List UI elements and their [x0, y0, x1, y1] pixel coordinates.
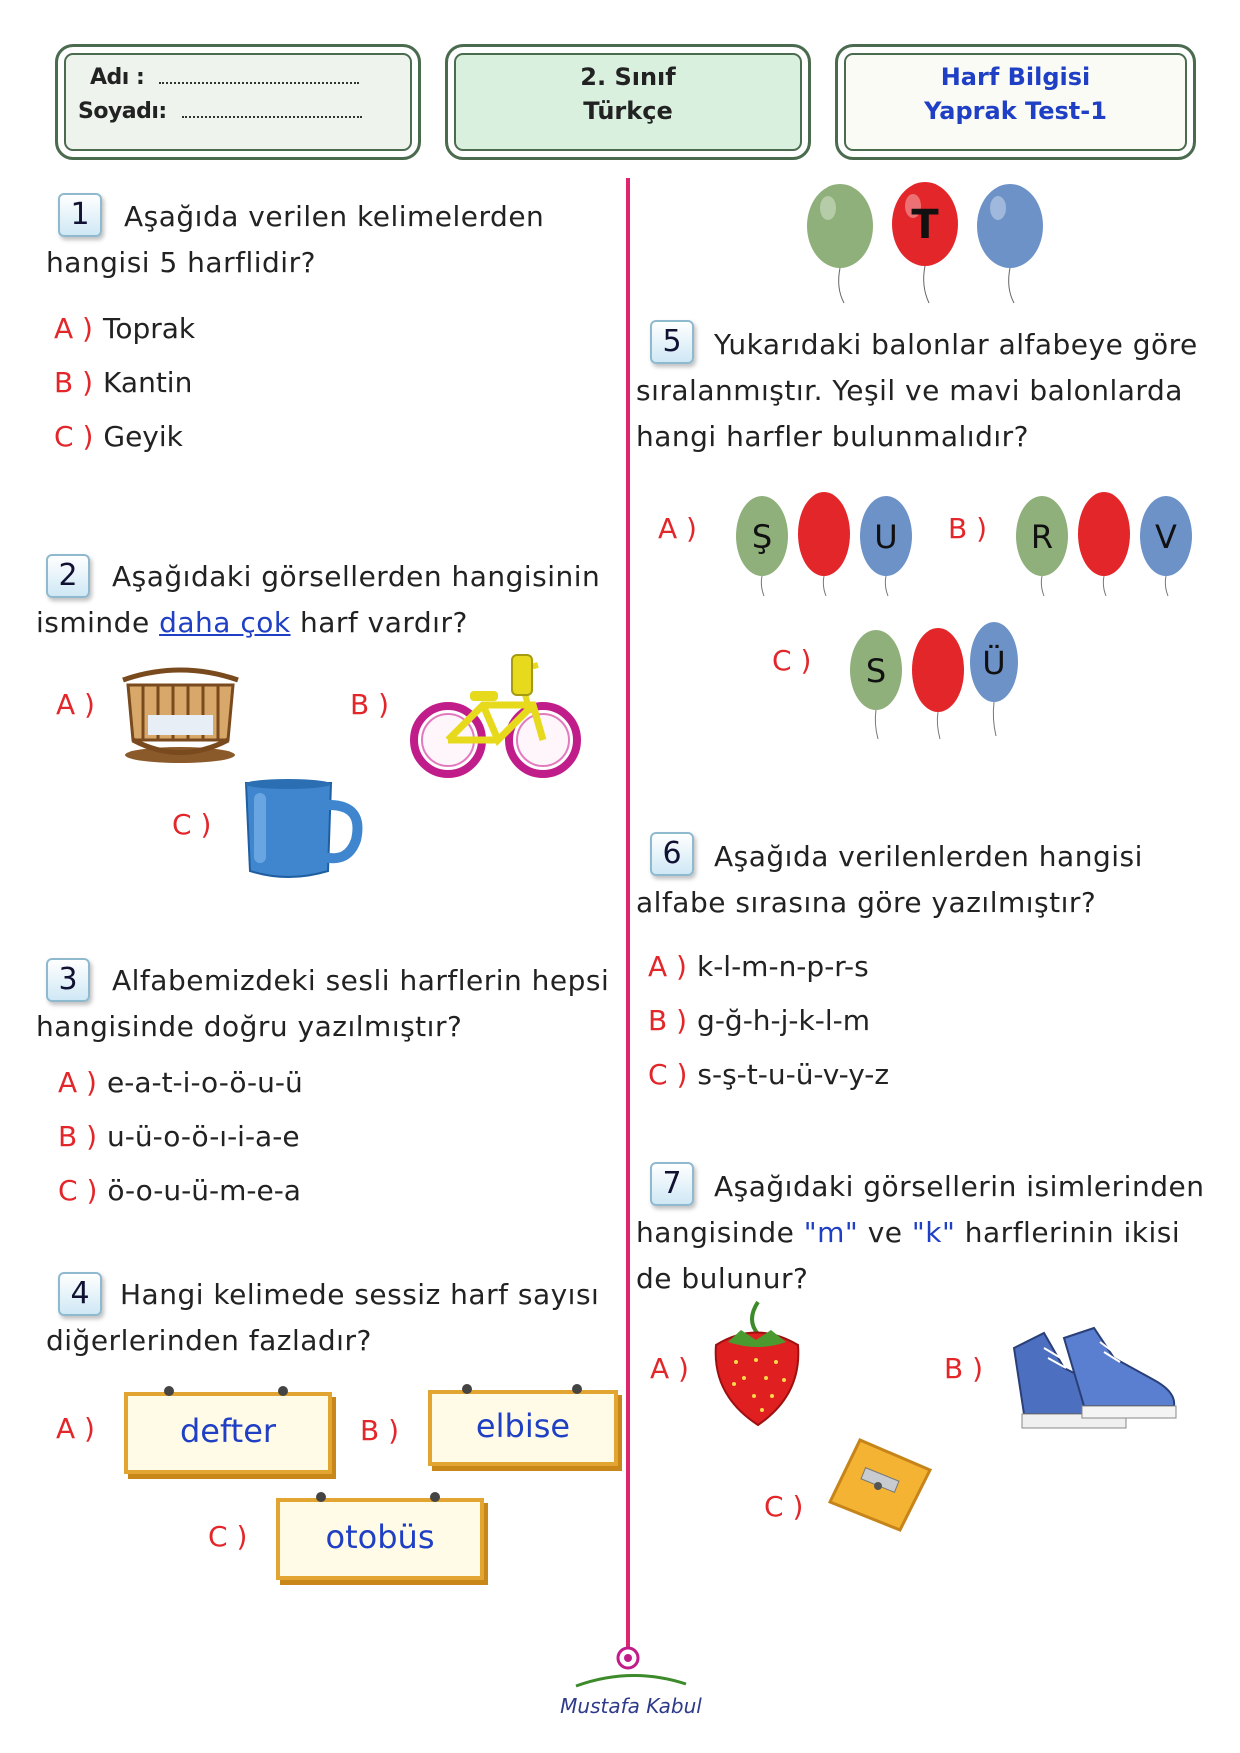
q5-option-b-label[interactable]: B ) — [948, 512, 988, 545]
student-info-box — [55, 44, 421, 160]
green-balloon — [807, 184, 873, 303]
q4-option-a-label[interactable]: A ) — [56, 1412, 95, 1445]
question-number-6: 6 — [650, 832, 694, 876]
q2-text-line2: isminde daha çok harf vardır? — [36, 606, 468, 639]
question-number-5: 5 — [650, 320, 694, 364]
q7-option-b-label[interactable]: B ) — [944, 1352, 984, 1385]
q1-text-line2: hangisi 5 harflidir? — [46, 246, 316, 279]
name-label: Adı : — [90, 65, 145, 90]
sneakers-image[interactable] — [1004, 1318, 1184, 1448]
column-divider — [626, 178, 630, 1648]
q5-text-line1: Yukarıdaki balonlar alfabeye göre — [714, 328, 1198, 361]
q4-option-c-card[interactable]: otobüs — [276, 1498, 484, 1580]
surname-row — [78, 99, 362, 124]
q6-text-line2: alfabe sırasına göre yazılmıştır? — [636, 886, 1097, 919]
q5-option-c-balloons[interactable] — [846, 614, 1036, 744]
q2-option-a-label[interactable]: A ) — [56, 688, 95, 721]
q6-option-a[interactable]: A ) k-l-m-n-p-r-s — [648, 950, 869, 983]
q1-option-b[interactable]: B ) Kantin — [54, 366, 193, 399]
cradle-image[interactable] — [118, 655, 243, 765]
svg-text:V: V — [1155, 518, 1177, 556]
question-number-1: 1 — [58, 193, 102, 237]
svg-text:U: U — [874, 518, 898, 556]
q7-letter-m: "m" — [803, 1216, 859, 1249]
test-title: Yaprak Test-1 — [924, 97, 1107, 125]
name-row — [90, 65, 359, 90]
test-info-box — [835, 44, 1196, 160]
q5-option-a-balloons[interactable] — [732, 486, 922, 596]
q4-option-c-label[interactable]: C ) — [208, 1520, 248, 1553]
q4-option-b-card[interactable]: elbise — [428, 1390, 618, 1466]
q2-emphasis: daha çok — [159, 606, 291, 639]
q1-option-a[interactable]: A ) Toprak — [54, 312, 196, 345]
subject-label: Türkçe — [583, 97, 673, 125]
red-balloon — [892, 182, 958, 303]
q2-text-line1: Aşağıdaki görsellerden hangisinin — [112, 560, 601, 593]
q3-option-b[interactable]: B ) u-ü-o-ö-ı-i-a-e — [58, 1120, 300, 1153]
sharpener-image[interactable] — [820, 1430, 940, 1540]
q3-option-c[interactable]: C ) ö-o-u-ü-m-e-a — [58, 1174, 301, 1207]
q6-option-c[interactable]: C ) s-ş-t-u-ü-v-y-z — [648, 1058, 890, 1091]
q7-text-line2: hangisinde "m" ve "k" harflerinin ikisi — [636, 1216, 1181, 1249]
q3-text-line2: hangisinde doğru yazılmıştır? — [36, 1010, 463, 1043]
mug-image[interactable] — [236, 775, 366, 885]
svg-text:Ü: Ü — [982, 644, 1006, 682]
author-signature — [536, 1636, 726, 1726]
q1-text-line1: Aşağıda verilen kelimelerden — [124, 200, 545, 233]
q5-reference-balloons — [800, 178, 1050, 308]
q5-text-line2: sıralanmıştır. Yeşil ve mavi balonlarda — [636, 374, 1183, 407]
q5-text-line3: hangi harfler bulunmalıdır? — [636, 420, 1030, 453]
q7-option-c-label[interactable]: C ) — [764, 1490, 804, 1523]
q7-text-line1: Aşağıdaki görsellerin isimlerinden — [714, 1170, 1205, 1203]
author-name: Mustafa Kabul — [560, 1694, 702, 1718]
name-field[interactable] — [159, 82, 359, 84]
question-number-2: 2 — [46, 554, 90, 598]
red-balloon-letter: T — [911, 202, 939, 248]
q5-option-a-label[interactable]: A ) — [658, 512, 697, 545]
q2-option-b-label[interactable]: B ) — [350, 688, 390, 721]
svg-text:S: S — [865, 652, 887, 690]
svg-text:R: R — [1030, 518, 1054, 556]
question-number-4: 4 — [58, 1272, 102, 1316]
class-info-box — [445, 44, 811, 160]
q5-option-c-label[interactable]: C ) — [772, 644, 812, 677]
q4-option-b-label[interactable]: B ) — [360, 1414, 400, 1447]
surname-field[interactable] — [182, 116, 362, 118]
question-number-7: 7 — [650, 1162, 694, 1206]
q4-text-line2: diğerlerinden fazladır? — [46, 1324, 372, 1357]
q7-letter-k: "k" — [911, 1216, 956, 1249]
surname-label: Soyadı: — [78, 99, 167, 124]
topic-title: Harf Bilgisi — [940, 63, 1091, 91]
grade-label: 2. Sınıf — [580, 63, 676, 91]
q7-option-a-label[interactable]: A ) — [650, 1352, 689, 1385]
q4-text-line1: Hangi kelimede sessiz harf sayısı — [120, 1278, 600, 1311]
question-number-3: 3 — [46, 958, 90, 1002]
bicycle-image[interactable] — [408, 645, 583, 780]
q3-option-a[interactable]: A ) e-a-t-i-o-ö-u-ü — [58, 1066, 303, 1099]
q3-text-line1: Alfabemizdeki sesli harflerin hepsi — [112, 964, 610, 997]
q1-option-c[interactable]: C ) Geyik — [54, 420, 183, 453]
q7-text-line3: de bulunur? — [636, 1262, 809, 1295]
blue-balloon — [977, 184, 1043, 303]
q6-text-line1: Aşağıda verilenlerden hangisi — [714, 840, 1143, 873]
strawberry-image[interactable] — [706, 1300, 806, 1430]
q6-option-b[interactable]: B ) g-ğ-h-j-k-l-m — [648, 1004, 871, 1037]
svg-text:Ş: Ş — [751, 518, 773, 556]
q5-option-b-balloons[interactable] — [1012, 486, 1202, 596]
q2-option-c-label[interactable]: C ) — [172, 808, 212, 841]
q4-option-a-card[interactable]: defter — [124, 1392, 332, 1474]
